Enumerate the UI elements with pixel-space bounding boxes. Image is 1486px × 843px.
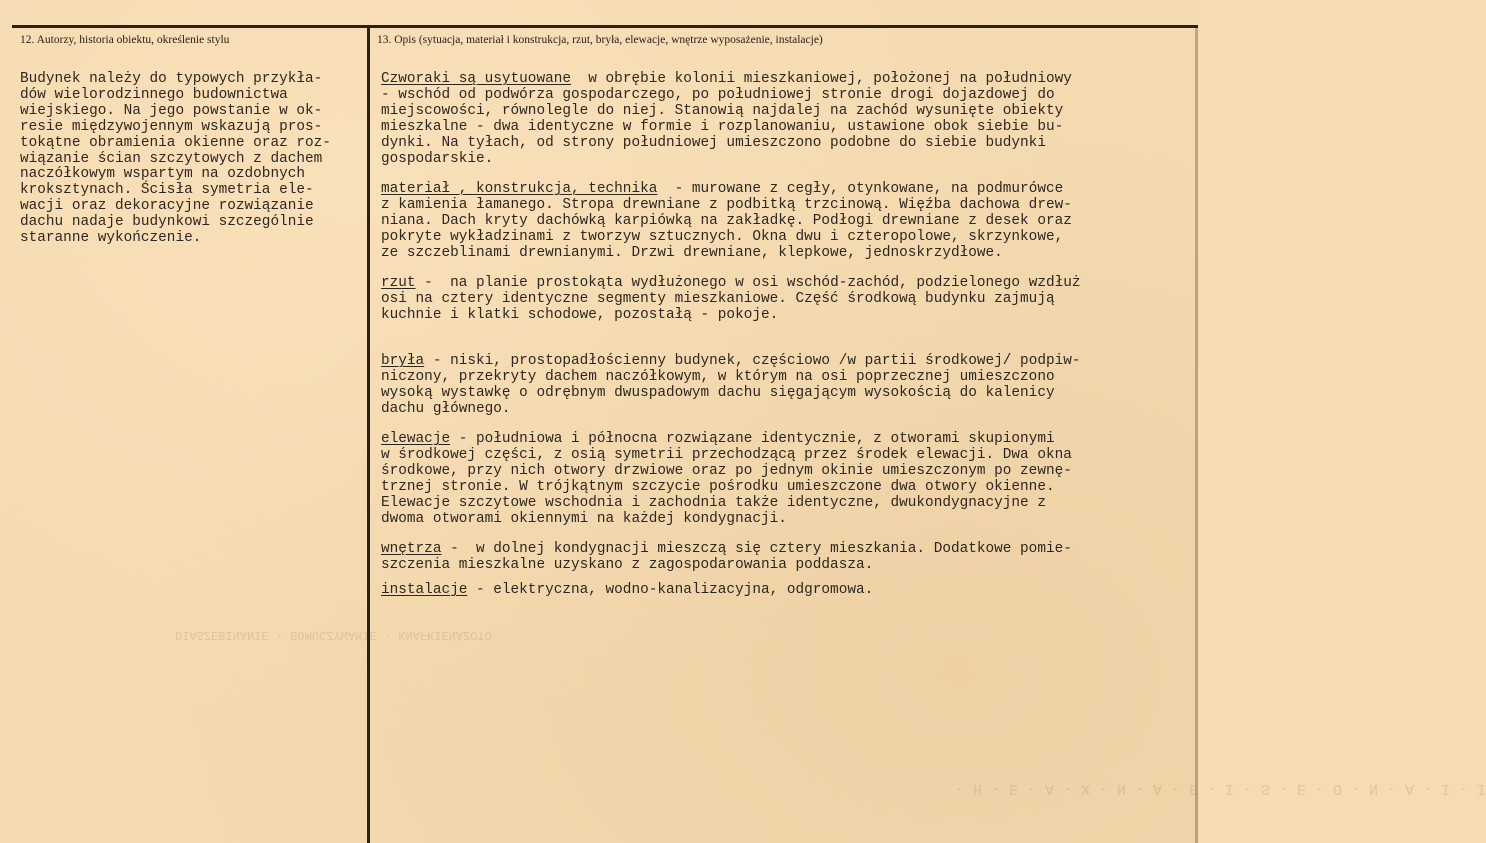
interiors-label: wnętrza: [381, 541, 442, 557]
section-13-header: 13. Opis (sytuacja, materiał i konstrukcja, rzut, bryła, elewacje, wnętrze wyposażenie, instalacje): [377, 34, 823, 46]
material-label: materiał , konstrukcja, technika: [381, 181, 658, 197]
material-paragraph: [381, 182, 1072, 262]
elevations-paragraph: [381, 432, 1072, 527]
installations-paragraph: [381, 583, 873, 599]
interiors-text: - w dolnej kondygnacji mieszczą się cztery mieszkania. Dodatkowe pomie- szczenia mieszkalne uzyskano z zagospodarowania poddasza.: [381, 541, 1072, 573]
elevations-text: - południowa i północna rozwiązane identycznie, z otworami skupionymi w środkowej części, z osią symetrii przechodzącą przez środek elewacji. Dwa okna środkowe, przy nich otwory drzwiowe oraz po jednym okinie umieszczonym po zewnę- trznej stronie. W trójkątnym szczycie pośrodku umieszczone dwa otwory okienne. Elewacje szczytowe wschodnia i zachodnia także identyczne, dwukondygnacyjne z dwoma otworami okiennymi na każdej kondygnacji.: [381, 431, 1072, 527]
installations-label: instalacje: [381, 582, 468, 598]
plan-paragraph: [381, 276, 1081, 324]
top-rule: [12, 25, 1198, 28]
situation-text: w obrębie kolonii mieszkaniowej, położonej na południowy - wschód od podwórza gospodarczego, po południowej stronie drogi dojazdowej do miejscowości, równolegle do niej. Stanowią najdalej na zachód wysunięte obiekty mieszkalne - dwa identyczne w formie i rozplanowaniu, ustawione obok siebie bu- dynki. Na tyłach, od strony południowej umieszczono podobne do siebie budynki gospodarskie.: [381, 71, 1072, 167]
material-text: - murowane z cegły, otynkowane, na podmurówce z kamienia łamanego. Stropa drewniane z podbitką trzcinową. Więźba dachowa drew- niana. Dach kryty dachówką karpiówką na zakładkę. Podłogi drewniane z desek oraz pokryte wykładzinami z tworzyw sztucznych. Okna dwu i czteropolowe, skrzynkowe, ze szczeblinami drewnianymi. Drzwi drewniane, klepkowe, jednoskrzydłowe.: [381, 181, 1072, 261]
bleed-through-text: · H · E · A · X · N · A · E · I · S · E · O · N · A · I · I: [955, 780, 1486, 797]
massing-label: bryła: [381, 353, 425, 369]
authors-history-text: Budynek należy do typowych przykła- dów wielorodzinnego budownictwa wiejskiego. Na jego powstanie w ok- resie międzywojennym wskazują pros- tokątne obramienia okienne oraz roz- wiązanie ścian szczytowych z dachem naczółkowym wspartym na ozdobnych kroksztynach. Ścisła symetria ele- wacji oraz dekoracyjne rozwiązanie dachu nadaje budynkowi szczególnie staranne wykończenie.: [20, 71, 331, 247]
section-12-header: 12. Autorzy, historia obiektu, określenie stylu: [20, 34, 230, 46]
plan-text: - na planie prostokąta wydłużonego w osi wschód-zachód, podzielonego wzdłuż osi na cztery identyczne segmenty mieszkaniowe. Część środkową budynku zajmują kuchnie i klatki schodowe, pozostałą - pokoje.: [381, 275, 1081, 323]
card-edge: [1195, 28, 1198, 843]
elevations-label: elewacje: [381, 431, 451, 447]
column-divider: [367, 25, 370, 843]
plan-label: rzut: [381, 275, 416, 291]
situation-paragraph: [381, 72, 1072, 167]
bleed-through-text: DIASZEBINANIE · BOMUCZYWAMIE · KNAFKIENAZOTO: [175, 628, 492, 642]
situation-label: Czworaki są usytuowane: [381, 71, 571, 87]
massing-paragraph: [381, 354, 1081, 418]
installations-text: - elektryczna, wodno-kanalizacyjna, odgromowa.: [467, 582, 874, 598]
massing-text: - niski, prostopadłościenny budynek, częściowo /w partii środkowej/ podpiw- niczony, przekryty dachem naczółkowym, w którym na osi poprzecznej umieszczono wysoką wystawkę o odrębnym dwuspadowym dachu sięgającym wysokością do kalenicy dachu głównego.: [381, 353, 1081, 417]
interiors-paragraph: [381, 542, 1072, 574]
